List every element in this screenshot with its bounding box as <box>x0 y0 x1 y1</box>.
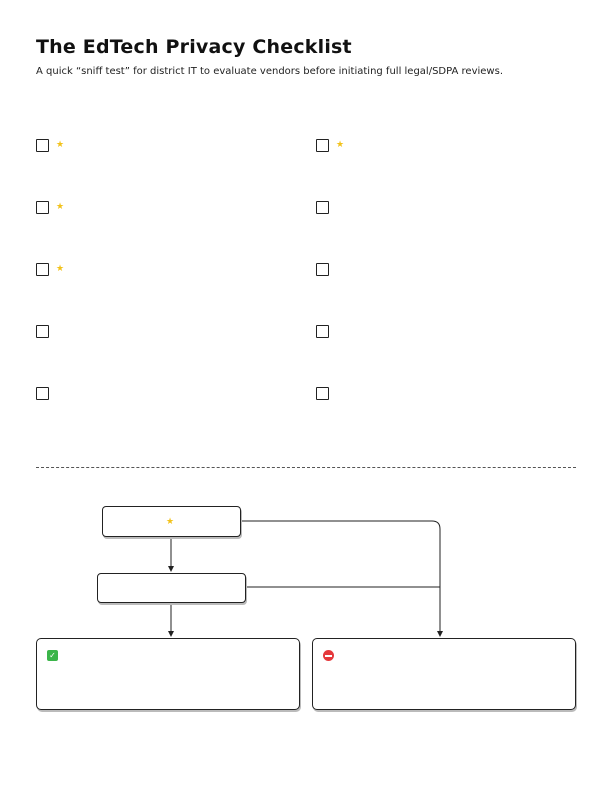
page-title: The EdTech Privacy Checklist <box>36 36 352 58</box>
star-icon: ★ <box>336 140 345 150</box>
check-mark-icon: ✓ <box>47 650 58 661</box>
star-icon: ★ <box>56 202 65 212</box>
result-pass-card <box>36 638 300 710</box>
flow-node-1 <box>102 506 241 537</box>
page-subtitle: A quick “sniff test” for district IT to evaluate vendors before initiating full legal/SDPA reviews. <box>36 66 503 77</box>
edge-node1-fail <box>240 521 440 636</box>
star-icon: ★ <box>56 140 65 150</box>
star-icon: ★ <box>56 264 65 274</box>
flow-node-2 <box>97 573 246 603</box>
star-icon: ★ <box>165 516 175 527</box>
no-entry-icon <box>323 650 334 661</box>
result-fail-card <box>312 638 576 710</box>
